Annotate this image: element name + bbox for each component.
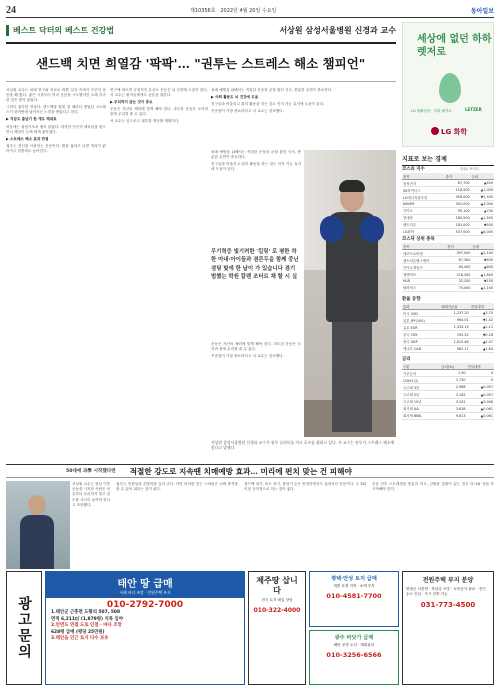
- lower-column-2: 샌드백 치기, 미트 치기, 줄넘기 등은 안전하면서도 효과적인 운동이다. 주 3회 이상 규칙적으로 하는 것이 좋다.: [244, 482, 366, 492]
- table-row: [402, 377, 494, 384]
- table-cell: 0: [467, 370, 494, 377]
- page-header: [6, 4, 494, 16]
- ad-line: 3.태안읍 인근 토지 다수 보유: [51, 636, 109, 642]
- table-cell: ▲1,100: [471, 284, 494, 291]
- section-tag: 베스트 닥터의 베스트 건강법: [6, 25, 114, 36]
- table-cell: 75,000: [446, 284, 471, 291]
- table-title-rates: 금리: [402, 357, 411, 362]
- table-cell: 32,200: [446, 278, 471, 284]
- lower-column-1: 권투는 민첩성과 순발력을 길러 준다. 다만 머리를 맞는 스파링은 뇌에 충격을 줄 수 있어 피하는 것이 좋다.: [116, 482, 238, 492]
- table-cell: 1,333.15: [440, 324, 470, 331]
- table-unit-note: 단위: 포인트: [460, 167, 480, 171]
- ad-line: 628평 급매 (평당 25만원): [51, 629, 105, 635]
- ad-subtitle: 전국 토지 매입 상담: [261, 598, 293, 602]
- ad-phone: 010-322-4000: [253, 607, 301, 614]
- table-cell: 3.241: [440, 398, 466, 405]
- table-title-fx: 환율 동향: [402, 297, 421, 302]
- table-row: [402, 324, 494, 331]
- table-cell: 118,500: [445, 187, 471, 194]
- doctor-portrait: [6, 481, 70, 569]
- table-cell: 현대차: [402, 214, 445, 221]
- table-cell: 펄어비스: [402, 284, 446, 291]
- table-cell: 국고채 5년: [402, 391, 440, 398]
- paragraph: 서상원 교수는 치매 연구와 진료로 바쁜 일상 속에서 꾸준히 운동을 해 왔다. 젊은 시절부터 여러 운동을 시도했지만 오래 지속한 것은 많지 않았다.: [6, 88, 106, 103]
- jeju-land-ad[interactable]: [248, 571, 306, 685]
- table-row: [402, 310, 494, 317]
- table-row: [402, 264, 494, 271]
- table-cell: 유로 EUR: [402, 324, 440, 331]
- ad-line: LG 생활건강 · 리화 렛저로: [411, 109, 452, 113]
- table-cell: 982.17: [440, 345, 470, 352]
- table-cell: 1,237.20: [440, 310, 470, 317]
- table-row: [402, 194, 494, 201]
- table-cell: 국고채 3년: [402, 384, 440, 391]
- table-row: [402, 331, 494, 338]
- table-row: [402, 187, 494, 194]
- table-title-kosdaq: 코스닥 상위 종목: [402, 237, 435, 242]
- table-cell: ▲600: [471, 264, 494, 271]
- boxing-glove-right: [360, 216, 384, 242]
- table-cell: 193.52: [440, 331, 470, 338]
- paragraph: 처음에는 줄넘기조차 쉽지 않았다. 하지만 꾸준히 체육관을 찾으면서 체력이 눈에 띄게 좋아졌다.: [6, 124, 106, 134]
- paragraph: 운동은 자신의 체력에 맞게 해야 한다. 과도한 운동은 오히려 몸에 무리를 줄 수 있다.: [110, 107, 208, 117]
- article-column-2: [110, 88, 208, 460]
- ad-line: 1.태안군 근흥면 도황리 507, 508: [51, 610, 121, 615]
- paragraph: 연구에 따르면 규칙적인 유산소 운동은 뇌 건강에 도움이 된다. 서 교수는 환자들에게도 운동을 권한다.: [110, 88, 208, 98]
- country-house-ad[interactable]: [402, 571, 494, 685]
- header-rule: [6, 17, 494, 18]
- ad-subtitle: 서해 바다 조망 · 전원주택 부지: [119, 589, 171, 595]
- paragraph: 친구들과 어울리고 취미 활동을 하는 것도 인지 기능 유지에 도움이 된다.: [211, 102, 325, 107]
- table-cell: ▼150: [471, 278, 494, 284]
- section-bar: [6, 22, 396, 38]
- table-cell: 67,700: [445, 180, 471, 187]
- table-title-kospi: 코스피 지수: [402, 167, 425, 172]
- ad-inquiry-label: 광고문의: [16, 596, 32, 660]
- table-cell: ▼500: [471, 221, 494, 228]
- paragraph: 치매 예방을 위해서는 적절한 운동과 균형 잡힌 식사, 충분한 수면이 중요하다.: [211, 150, 301, 160]
- article-column-3-bottom: [211, 342, 301, 436]
- paragraph: 친구들과 어울리고 취미 활동을 하는 것도 인지 기능 유지에 도움이 된다.: [211, 162, 301, 172]
- table-cell: 카카오: [402, 207, 445, 214]
- paragraph: 서 교수는 앞으로도 권투를 계속할 계획이다.: [110, 119, 180, 124]
- table-cell: 537,000: [445, 228, 471, 235]
- table-row: [402, 207, 494, 214]
- pyeongtaek-land-ad[interactable]: [309, 571, 399, 627]
- table-cell: ▲4.07: [470, 338, 494, 345]
- table-cell: 218,300: [446, 271, 471, 278]
- ad-phone: 010-4581-7700: [326, 592, 382, 600]
- table-cell: 셀트리온: [402, 221, 445, 228]
- table-cell: LG화학: [402, 228, 445, 235]
- table-cell: ▲400: [471, 180, 494, 187]
- ad-line: 면적 6,211㎡ (1,879평) 지목 임야: [51, 616, 123, 622]
- paragraph: 운동은 자신의 체력에 맞게 해야 한다. 과도한 운동은 오히려 몸에 무리를 줄 수 있다.: [211, 342, 301, 352]
- section-byline: 서상원 삼성서울병원 신경과 교수: [279, 25, 396, 35]
- subheading: ▶ 무리하지 않는 것이 중요: [110, 100, 153, 105]
- table-row: [402, 228, 494, 235]
- table-cell: ▲0.057: [467, 384, 494, 391]
- table-row: [402, 214, 494, 221]
- ad-title: 전원주택 부지 분양: [422, 577, 474, 584]
- table-cell: ▲2,100: [471, 250, 494, 257]
- table-cell: ▲0.057: [467, 391, 494, 398]
- table-cell: ▲0.048: [467, 398, 494, 405]
- table-cell: 456,000: [445, 194, 471, 201]
- table-cell: 67,300: [446, 257, 471, 264]
- boxer-photo: [304, 150, 396, 437]
- subheading: ▶ 사회 활동도 뇌 건강에 도움: [211, 95, 259, 100]
- photo-caption: 서상원 삼성서울병원 신경과 교수가 권투 글러브를 끼고 포즈를 취하고 있다. 서 교수는 권투가 스트레스 해소에 좋다고 말했다.: [211, 440, 395, 450]
- pull-quote: 무기력증 빛기려한 '킬링' 로 평한 착한 아내·아이들과 겸튼두을 함께 중닌 겸팅 빛에 한 날이 가 있습니다 겸기 범했는 학원 칼렌 조터르 채 할 시 실: [211, 249, 299, 281]
- lg-advertisement[interactable]: [402, 22, 494, 147]
- table-cell: ▲1,000: [471, 187, 494, 194]
- table-cell: 기준금리: [402, 370, 440, 377]
- table-cell: 셀트리온헬스케어: [402, 257, 446, 264]
- table-cell: ▼2,500: [471, 194, 494, 201]
- table-cell: 카카오게임즈: [402, 264, 446, 271]
- table-cell: ▼1.52: [470, 317, 494, 324]
- table-row: [402, 398, 494, 405]
- table-cell: ▲0.061: [467, 405, 494, 412]
- table-cell: 회사채 BBB-: [402, 412, 440, 419]
- article-headline: 샌드백 치면 희열감 '팍팍'… "권투는 스트레스 해소 챔피언": [6, 42, 396, 82]
- table-cell: 에코프로비엠: [402, 250, 446, 257]
- table-cell: 64,400: [446, 264, 471, 271]
- table-cell: ▲1,500: [471, 214, 494, 221]
- table-cell: 3.182: [440, 391, 466, 398]
- table-row: [402, 384, 494, 391]
- ad-subtitle: 개발 호재 지역 · 소액 투자: [333, 584, 375, 588]
- table-cell: 엘앤에프: [402, 271, 446, 278]
- table-row: [402, 221, 494, 228]
- table-row: [402, 391, 494, 398]
- ad-brand: LETZER: [465, 107, 482, 112]
- table-cell: 302,000: [445, 201, 471, 207]
- seaside-land-ad[interactable]: [309, 630, 399, 685]
- lg-logo-icon: [431, 127, 439, 135]
- fx-table: 통화 매매기준율 전일대비 미국 USD 1,237.20 ▲3.70 일본 JPY(100) 964.01 ▼1.52 유로 EUR 1,333.15 ▲2.11 중국 CNY 193.52 ▼0.18 영국 GBP 1,612.46 ▲4.07 캐나다 CAD 982.17 ▲1.64: [403, 304, 493, 352]
- table-cell: ▲1,800: [471, 271, 494, 278]
- newspaper-name: 동아일보: [470, 7, 494, 15]
- kosdaq-table: 종목 종가 등락 에코프로비엠 397,000 ▲2,100 셀트리온헬스케어 67,300 ▼400 카카오게임즈 64,400 ▲600 엘앤에프 218,300 ▲1,800 HLB 32,200 ▼150 펄어비스 75,000 ▲1,100: [403, 244, 493, 291]
- ad-title: 제주땅 삽니다: [256, 576, 298, 595]
- table-cell: ▲2.11: [470, 324, 494, 331]
- table-cell: 181,000: [445, 221, 471, 228]
- lower-article-band: [6, 464, 494, 478]
- table-cell: 1.720: [440, 377, 466, 384]
- ad-title: 태안 땅 급매: [117, 578, 173, 590]
- table-row: [402, 250, 494, 257]
- table-cell: ▲3.70: [470, 310, 494, 317]
- table-cell: 964.01: [440, 317, 470, 324]
- table-row: [402, 412, 494, 419]
- table-row: [402, 345, 494, 352]
- table-row: [402, 405, 494, 412]
- ad-text: 양평군 서종면 · 북한강 조망 · 토목공사 완료 · 전기 수도 인입 · 즉시 건축 가능: [406, 587, 486, 596]
- table-cell: SK하이닉스: [402, 187, 445, 194]
- lower-headline: 적절한 강도로 지속땐 치매예방 효과… 미리에 펀치 맞는 건 피해야: [129, 466, 352, 476]
- lower-side-text: 서상원 교수는 중년 이후 운동을 시작한 사람은 처음부터 무리하지 말고 강도를 서서히 높여야 한다고 조언했다.: [72, 482, 111, 507]
- table-cell: ▲1.64: [470, 345, 494, 352]
- paragraph: 꾸준함이 가장 중요하다고 서 교수는 강조했다.: [211, 354, 284, 359]
- ad-subtitle: 해안 조망 토지 · 계획관리: [333, 643, 375, 647]
- article-column-1: [6, 88, 106, 460]
- table-cell: 미국 USD: [402, 310, 440, 317]
- ad-line: 2.안면도 연결 도로 인접 · 바다 조망: [51, 623, 122, 629]
- table-row: [402, 317, 494, 324]
- table-cell: 회사채 AA-: [402, 405, 440, 412]
- table-cell: NAVER: [402, 201, 445, 207]
- ad-title: 평택·안성 토지 급매: [331, 576, 377, 582]
- table-cell: 삼성전자: [402, 180, 445, 187]
- ad-phone: 031-773-4500: [420, 601, 476, 609]
- ad-phone: 010-3256-6566: [326, 651, 382, 659]
- paragraph: 꾸준함이 가장 중요하다고 서 교수는 강조했다.: [211, 109, 284, 114]
- table-cell: ▲8,000: [471, 228, 494, 235]
- table-cell: 캐나다 CAD: [402, 345, 440, 352]
- table-cell: ▼400: [471, 257, 494, 264]
- table-row: [402, 370, 494, 377]
- paragraph: 그러다 권투를 만났다. 샌드백을 힘껏 칠 때마다 쌓였던 스트레스가 한꺼번에 날아가는 느낌을 받았다고 한다.: [6, 105, 106, 115]
- table-cell: 397,000: [446, 250, 471, 257]
- lower-column-3: 운동 전후 스트레칭을 충분히 하고, 심혈관 질환이 있는 경우 의사와 상담 후 시작해야 한다.: [372, 482, 494, 492]
- article-column-3: [211, 88, 396, 144]
- subheading: ▶ 스트레스 해소 효과 만점: [6, 136, 49, 141]
- table-cell: ▲0.061: [467, 412, 494, 419]
- ad-phone: 010-2792-7000: [106, 600, 184, 610]
- table-cell: LG에너지솔루션: [402, 194, 445, 201]
- table-cell: 0: [467, 377, 494, 384]
- kospi-table: 종목 종가 등락 삼성전자 67,700 ▲400 SK하이닉스 118,500 ▲1,000 LG에너지솔루션 456,000 ▼2,500 NAVER 302,000 ▲3,000 카카오 95,100 ▲700 현대차 180,500 ▲1,500 셀트리온 181,000 ▼500 LG화학 537,000 ▲8,000: [403, 174, 493, 235]
- page-number: 24: [6, 4, 16, 16]
- ad-inquiry-box[interactable]: [6, 571, 42, 685]
- table-cell: 영국 GBP: [402, 338, 440, 345]
- table-row: [402, 338, 494, 345]
- droplet-icon: [439, 73, 461, 103]
- article-column-3-lower: [211, 150, 301, 244]
- ad-title: 세상에 없던 하하 렛저로: [417, 34, 492, 58]
- economy-title: 지표로 보는 경제: [402, 154, 494, 166]
- table-cell: 3.638: [440, 405, 466, 412]
- taean-land-ad[interactable]: [45, 571, 245, 685]
- rates-table: 구분 금리(%) 전일대비 기준금리 1.50 0 CD(91일) 1.720 0 국고채 3년 2.988 ▲0.057 국고채 5년 3.182 ▲0.057 국고채 10년 3.241 ▲0.048 회사채 AA- 3.638 ▲0.061 회사채 BBB- 9.813 ▲0.061: [403, 364, 493, 419]
- paragraph: 치매 예방을 위해서는 적절한 운동과 균형 잡힌 식사, 충분한 수면이 중요하다.: [211, 88, 333, 92]
- issue-date: 제10356호 · 2022년 4월 20일 수요일: [190, 7, 277, 14]
- table-cell: 2.988: [440, 384, 466, 391]
- table-cell: ▲3,000: [471, 201, 494, 207]
- table-cell: ▼0.18: [470, 331, 494, 338]
- table-cell: 일본 JPY(100): [402, 317, 440, 324]
- table-cell: CD(91일): [402, 377, 440, 384]
- ad-title: 광주 바닷가 급매: [334, 635, 374, 641]
- table-cell: 1.50: [440, 370, 466, 377]
- table-row: [402, 180, 494, 187]
- lg-logo: LG 화학: [431, 127, 467, 137]
- table-row: [402, 284, 494, 291]
- boxing-glove-left: [320, 216, 344, 242]
- subheading: ▶ 지금도 줄넘기 한 개도 제대로: [6, 117, 57, 122]
- lower-label: 50대에 과學 시작했다면: [66, 469, 116, 474]
- table-cell: 180,500: [445, 214, 471, 221]
- table-cell: 9.813: [440, 412, 466, 419]
- table-cell: HLB: [402, 278, 446, 284]
- table-row: [402, 257, 494, 264]
- table-cell: ▲700: [471, 207, 494, 214]
- table-cell: 1,612.46: [440, 338, 470, 345]
- table-cell: 95,100: [445, 207, 471, 214]
- table-row: [402, 271, 494, 278]
- table-cell: 국고채 10년: [402, 398, 440, 405]
- paragraph: 권투는 전신을 사용하는 운동이다. 땀을 흘리고 나면 머리가 맑아지고 집중력도 높아진다.: [6, 143, 106, 153]
- table-cell: 중국 CNY: [402, 331, 440, 338]
